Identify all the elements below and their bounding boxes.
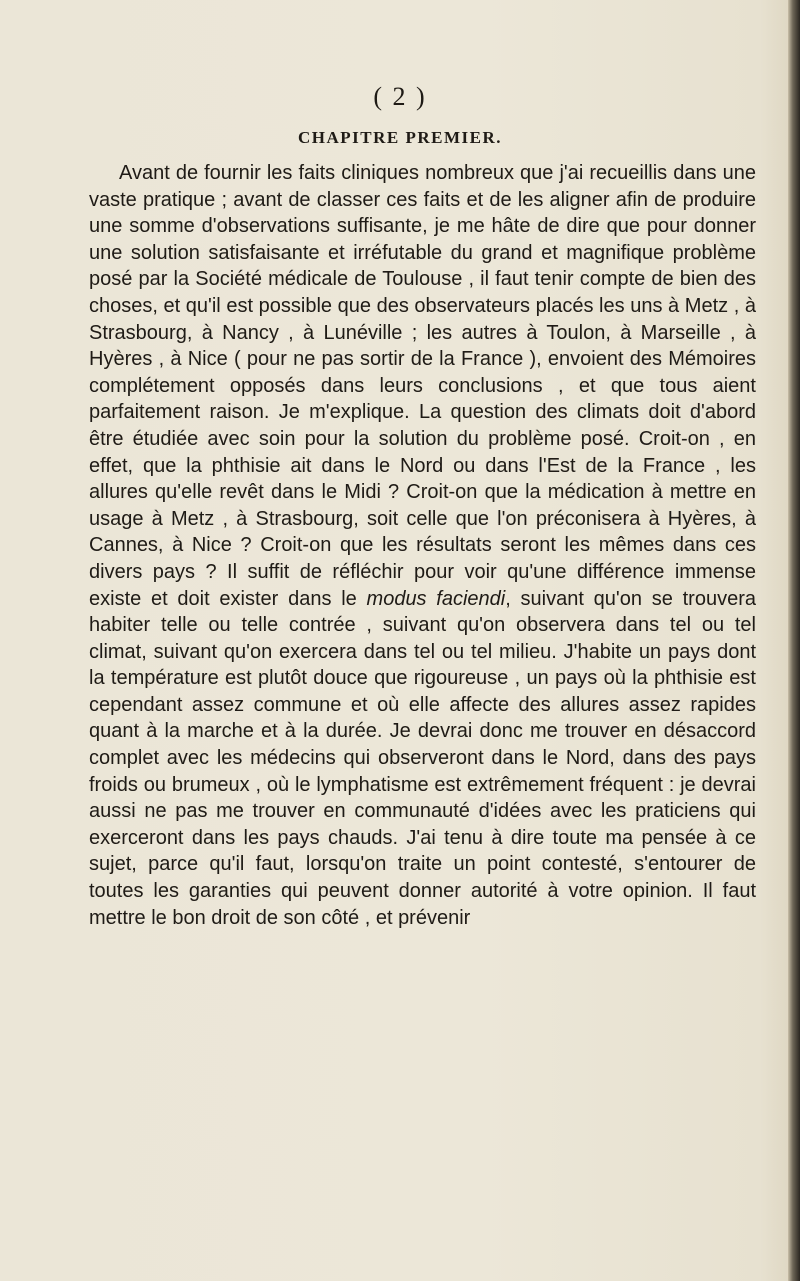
page-edge-shadow bbox=[788, 0, 800, 1281]
paragraph-text-part1: Avant de fournir les faits cliniques nombreux que j'ai recueillis dans une vaste pratique ; avant de classer ces faits et de les aligner afin de produire une somme d'observations suffisante, je me hâte de dire que pour donner une solution satisfaisante et irréfutable du grand et magnifique problème posé par la Société médicale de Toulouse , il faut tenir compte de bien des choses, et qu'il est possible que des observateurs placés les uns à Metz , à Strasbourg, à Nancy , à Lunéville ; les autres à Toulon, à Marseille , à Hyères , à Nice ( pour ne pas sortir de la France ), envoient des Mémoires complétement opposés dans leurs conclusions , et que tous aient parfaitement raison. Je m'explique. La question des climats doit d'abord être étudiée avec soin pour la solution du problème posé. Croit-on , en effet, que la phthisie ait dans le Nord ou dans l'Est de la France , les allures qu'elle revêt dans le Midi ? Croit-on que la médication à mettre en usage à Metz , à Strasbourg, soit celle que l'on préconisera à Hyères, à Cannes, à Nice ? Croit-on que les résultats seront les mêmes dans ces divers pays ? Il suffit de réfléchir pour voir qu'une différence immense existe et doit exister dans le bbox=[89, 162, 756, 610]
page-number: ( 2 ) bbox=[373, 82, 427, 111]
paragraph-text-part2: , suivant qu'on se trouvera habiter telle ou telle contrée , suivant qu'on observera dans tel ou tel climat, suivant qu'on exercera dans tel ou tel milieu. J'habite un pays dont la température est plutôt douce que rigoureuse , un pays où la phthisie est cependant assez commune et où elle affecte des allures assez rapides quant à la marche et à la durée. Je devrai donc me trouver en désaccord complet avec les médecins qui observeront dans le Nord, dans des pays froids ou brumeux , où le lymphatisme est extrêmement fréquent : je devrai aussi ne pas me trouver en communauté d'idées avec les praticiens qui exerceront dans les pays chauds. J'ai tenu à dire toute ma pensée à ce sujet, parce qu'il faut, lorsqu'on traite un point contesté, s'entourer de toutes les garanties qui peuvent donner autorité à votre opinion. Il faut mettre le bon droit de son côté , et prévenir bbox=[89, 587, 756, 929]
paragraph bbox=[89, 160, 756, 931]
body-text bbox=[89, 160, 756, 931]
chapter-title: CHAPITRE PREMIER. bbox=[297, 128, 502, 147]
latin-phrase: modus faciendi bbox=[366, 587, 506, 610]
